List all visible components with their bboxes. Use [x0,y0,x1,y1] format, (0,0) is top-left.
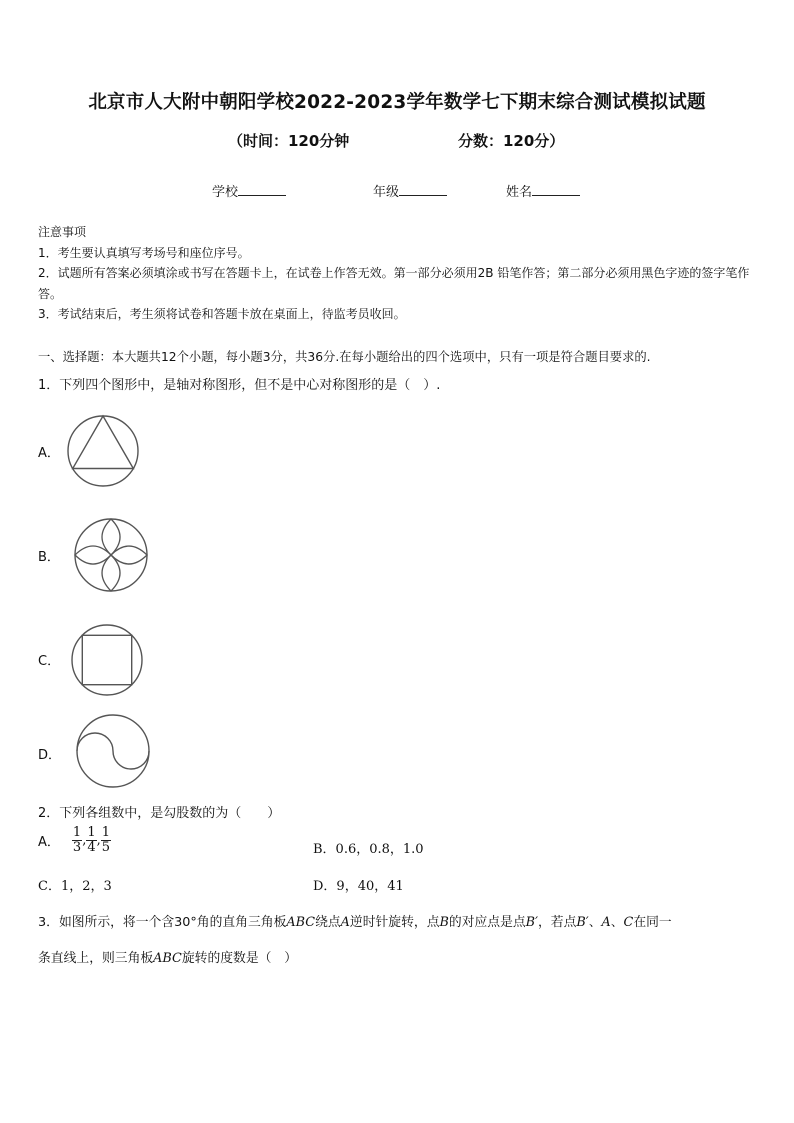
school-label: 学校 [212,185,239,200]
circle-triangle-icon [66,414,140,488]
school-blank [238,183,286,196]
fraction: $\frac{1}{4}$ [87,825,96,855]
exam-time: （时间：120分钟 [228,132,350,150]
name-field [506,181,580,200]
fraction: $\frac{1}{5}$ [101,825,111,855]
exam-score: 分数：120分） [458,132,565,150]
notes-heading: 注意事项 [38,225,87,239]
name-label: 姓名 [506,185,533,200]
question-3-stem-line2: 条直线上，则三角板ABC旋转的度数是（ ） [38,951,298,966]
question-1-stem: 1．下列四个图形中，是轴对称图形，但不是中心对称图形的是（ ）. [38,378,441,393]
exam-title: 北京市人大附中朝阳学校2022-2023学年数学七下期末综合测试模拟试题 [88,92,706,113]
name-blank [532,183,580,196]
question-2-stem: 2．下列各组数中，是勾股数的为（ ） [38,806,281,821]
q1-option-a-label: A． [38,446,60,461]
grade-blank [399,183,447,196]
grade-field [373,181,447,200]
q2-option-a: A． $\frac{1}{3}$ , $\frac{1}{4}$ , $\frac{1}{5}$ [38,825,111,855]
q1-option-b-label: B． [38,550,60,565]
section-heading: 一、选择题：本大题共12个小题，每小题3分，共36分.在每小题给出的四个选项中，只有一项是符合题目要求的. [38,350,651,364]
notes-item: 3．考试结束后，考生须将试卷和答题卡放在桌面上，待监考员收回。 [38,307,406,321]
notes-item: 1．考生要认真填写考场号和座位序号。 [38,245,250,260]
circle-four-petals-icon [73,517,149,593]
q1-option-c-label: C． [38,654,61,669]
q2-option-a-label: A． [38,835,60,850]
circle-s-curve-icon [75,713,151,789]
circle-square-icon [70,623,144,697]
q2-option-c: C．1，2，3 [38,879,112,894]
q2-option-d: D．9，40，41 [313,879,404,894]
q1-option-d-label: D． [38,748,62,763]
question-3-stem-line1: 3．如图所示，将一个含30°角的直角三角板ABC绕点A逆时针旋转，点B的对应点是点B′，若点B′、A、C在同一 [38,915,672,930]
grade-label: 年级 [373,185,400,200]
notes-item: 2．试题所有答案必须填涂或书写在答题卡上，在试卷上作答无效。第一部分必须用2B 铅笔作答；第二部分必须用黑色字迹的签字笔作答。 [38,266,750,301]
q2-option-b: B．0.6，0.8，1.0 [313,842,424,857]
school-field [212,181,286,200]
fraction: $\frac{1}{3}$ [72,825,82,855]
notes-block [38,222,760,325]
